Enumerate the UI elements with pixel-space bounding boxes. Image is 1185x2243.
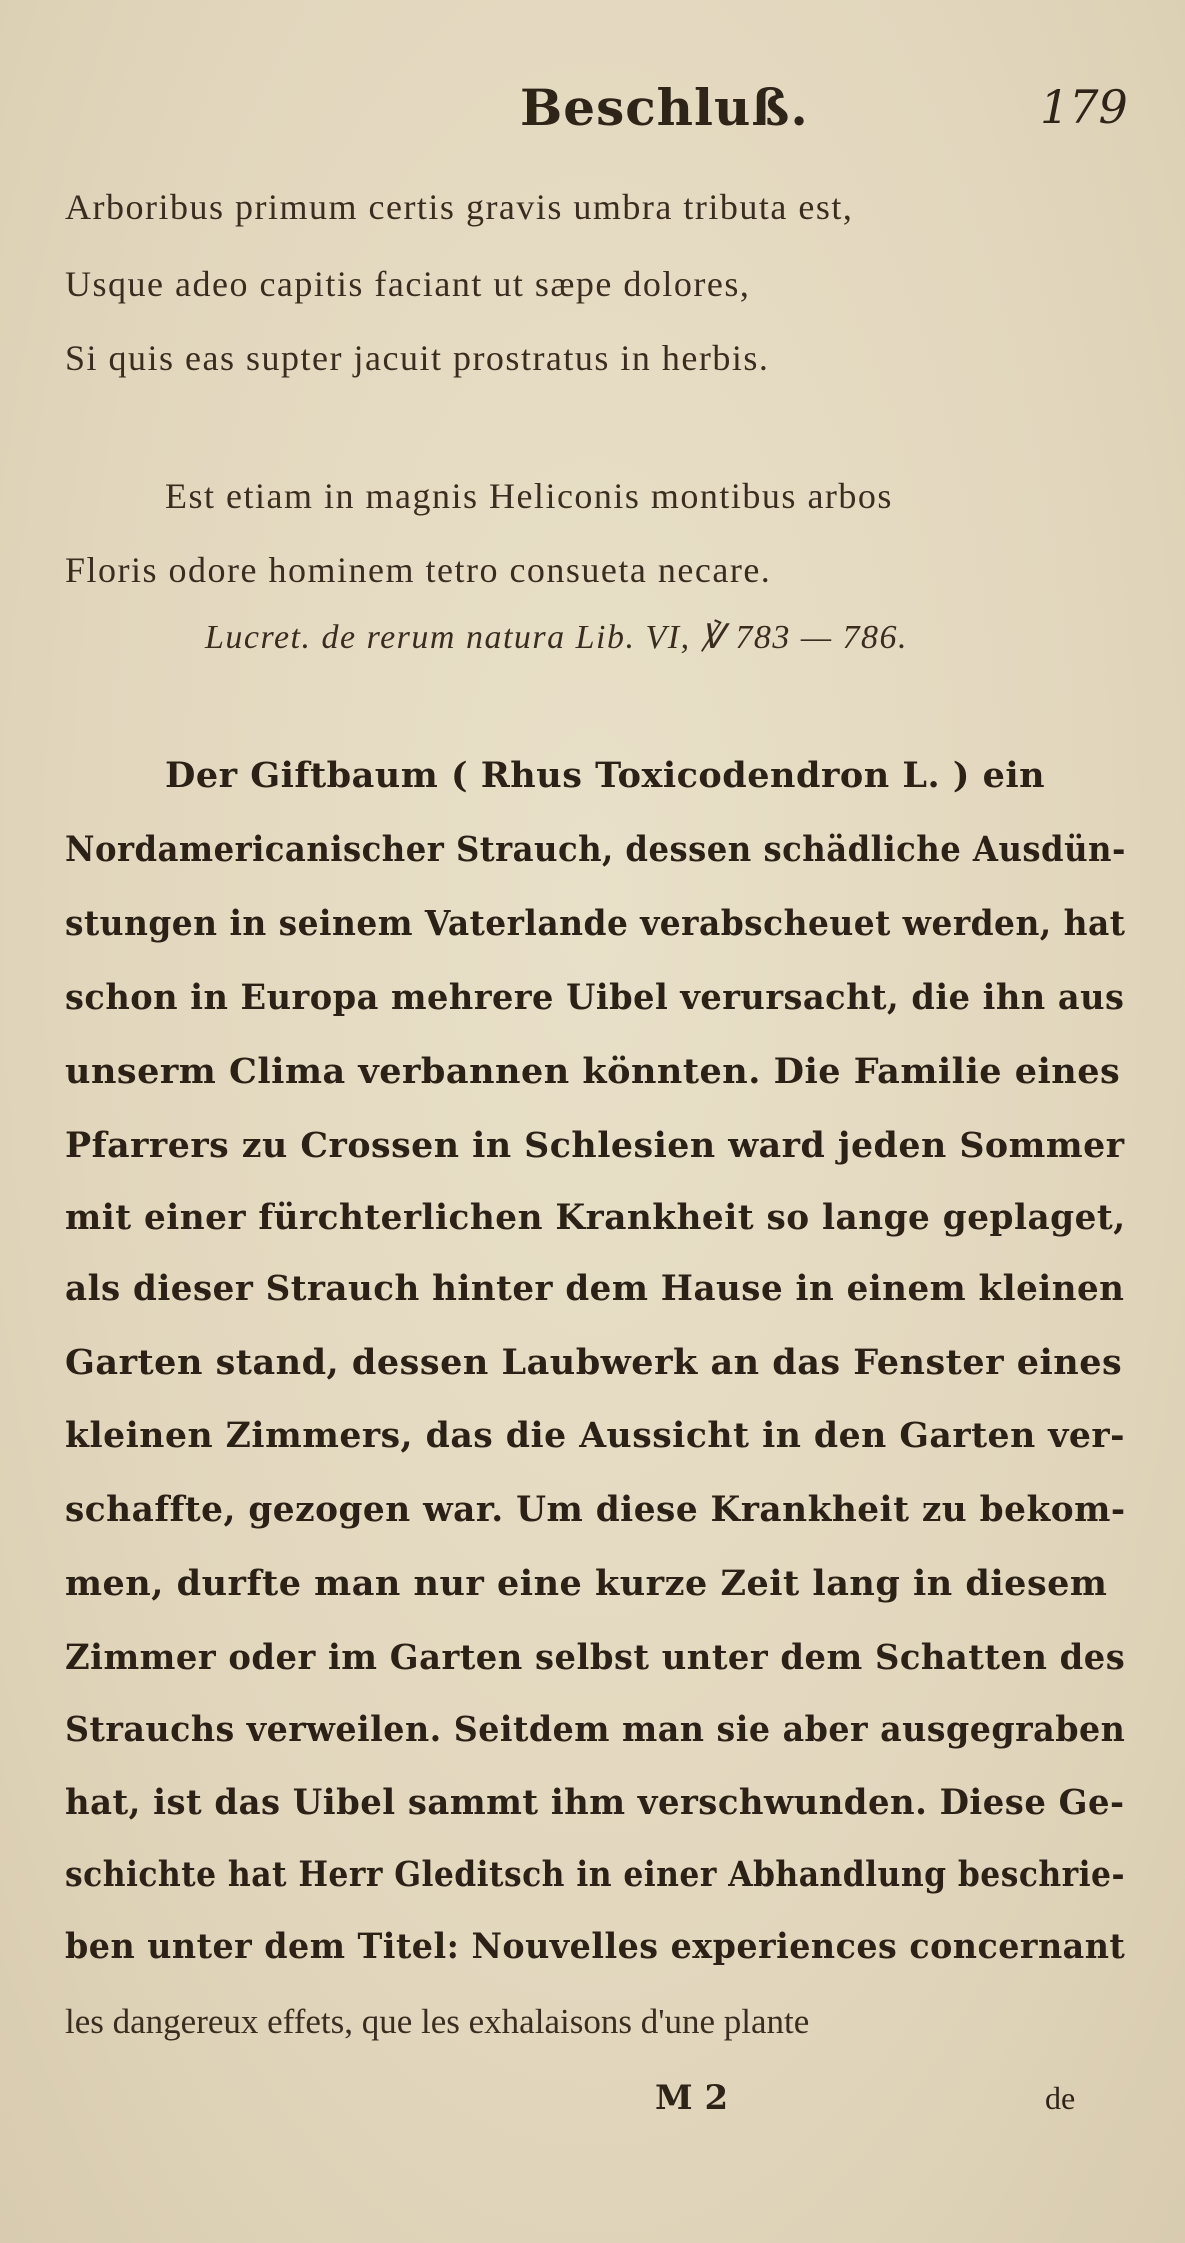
body-line: hat, ist das Uibel sammt ihm verschwunden. Diese Ge- bbox=[65, 1782, 1125, 1823]
body-line: schichte hat Herr Gleditsch in einer Abhandlung beschrie- bbox=[65, 1854, 1125, 1895]
running-head: Beschluß. bbox=[520, 78, 809, 137]
citation: Lucret. de rerum natura Lib. VI, ℣ 783 — 786. bbox=[205, 619, 909, 656]
body-line: als dieser Strauch hinter dem Hause in einem kleinen bbox=[65, 1268, 1125, 1309]
verse-line: Usque adeo capitis faciant ut sæpe dolores, bbox=[65, 264, 751, 304]
body-line: Pfarrers zu Crossen in Schlesien ward jeden Sommer bbox=[65, 1125, 1125, 1166]
body-line: men, durfte man nur eine kurze Zeit lang in diesem bbox=[65, 1563, 1108, 1604]
body-line: Zimmer oder im Garten selbst unter dem Schatten des bbox=[65, 1637, 1126, 1678]
body-line: mit einer fürchterlichen Krankheit so lange geplaget, bbox=[65, 1197, 1126, 1238]
body-line: schon in Europa mehrere Uibel verursacht, die ihn aus bbox=[65, 977, 1125, 1018]
body-line: ben unter dem Titel: Nouvelles experiences concernant bbox=[65, 1926, 1126, 1967]
verse-line: Arboribus primum certis gravis umbra tributa est, bbox=[65, 187, 854, 227]
verse-line: Si quis eas supter jacuit prostratus in herbis. bbox=[65, 338, 770, 378]
catchword: de bbox=[1045, 2080, 1076, 2116]
body-line: schaffte, gezogen war. Um diese Krankheit zu bekom- bbox=[65, 1489, 1126, 1530]
body-line: kleinen Zimmers, das die Aussicht in den Garten ver- bbox=[65, 1415, 1125, 1456]
verse-line: Est etiam in magnis Heliconis montibus arbos bbox=[165, 476, 893, 516]
verse-line: Floris odore hominem tetro consueta necare. bbox=[65, 550, 772, 590]
body-line: stungen in seinem Vaterlande verabscheuet werden, hat bbox=[65, 903, 1126, 944]
body-line: les dangereux effets, que les exhalaisons d'une plante bbox=[65, 2002, 810, 2041]
signature-mark: M 2 bbox=[655, 2078, 729, 2118]
body-line: unserm Clima verbannen könnten. Die Familie eines bbox=[65, 1051, 1121, 1092]
body-line: Garten stand, dessen Laubwerk an das Fenster eines bbox=[65, 1342, 1123, 1383]
page-number: 179 bbox=[1040, 80, 1128, 134]
body-line: Strauchs verweilen. Seitdem man sie aber ausgegraben bbox=[65, 1709, 1126, 1750]
page-header bbox=[0, 78, 1185, 148]
body-line: Nordamericanischer Strauch, dessen schädliche Ausdün- bbox=[65, 829, 1126, 870]
body-line: Der Giftbaum ( Rhus Toxicodendron L. ) ein bbox=[165, 755, 1046, 796]
